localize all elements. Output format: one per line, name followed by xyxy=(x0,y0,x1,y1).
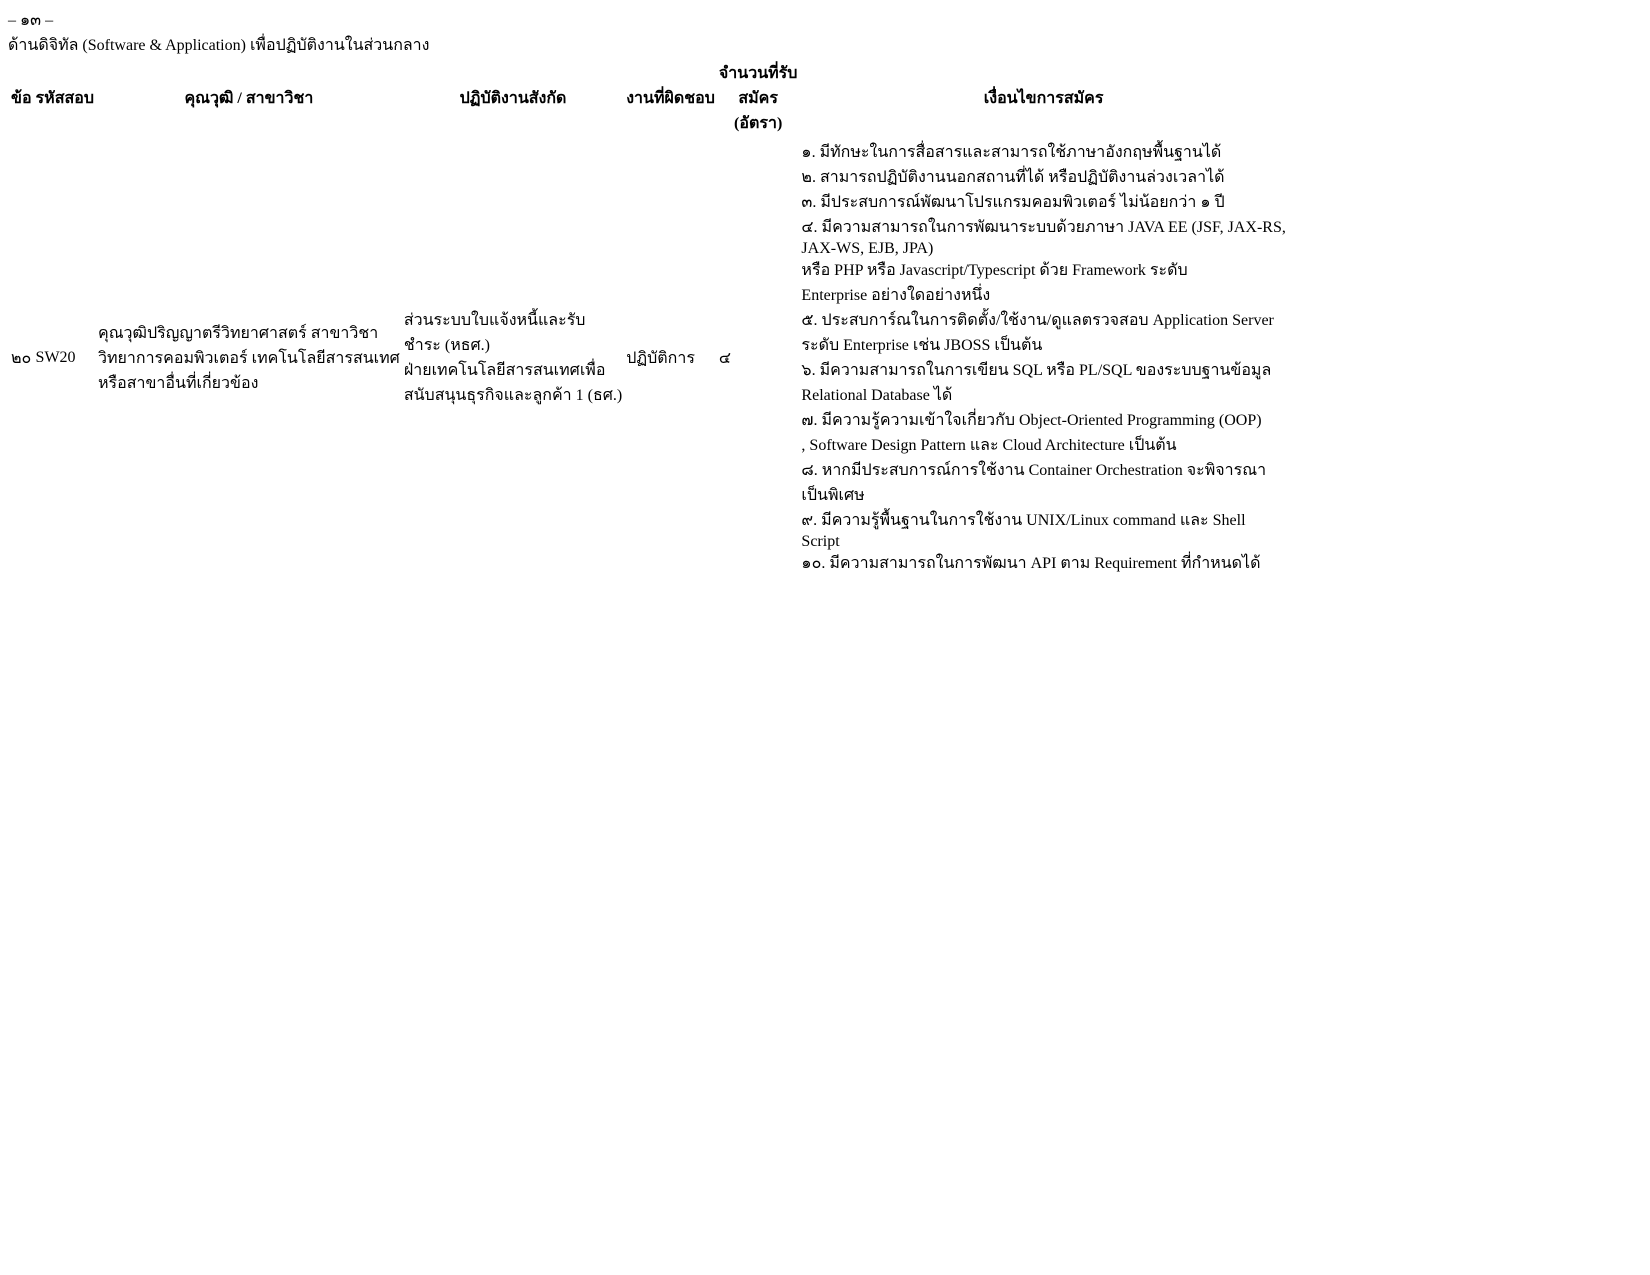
condition-line: , Software Design Pattern และ Cloud Architecture เป็นต้น xyxy=(801,437,1177,454)
header-exam-code: รหัสสอบ xyxy=(35,90,94,107)
cell-exam-code: SW20 xyxy=(35,349,76,366)
condition-line: ๒. สามารถปฏิบัติงานนอกสถานที่ได้ หรือปฏิบัติงานล่วงเวลาได้ xyxy=(801,169,1225,186)
condition-line: หรือ PHP หรือ Javascript/Typescript ด้วย Framework ระดับ xyxy=(801,262,1188,279)
table-row xyxy=(10,139,1287,577)
cell-conditions xyxy=(800,139,1286,577)
condition-line: ๙. มีความรู้พื้นฐานในการใช้งาน UNIX/Linux command และ Shell xyxy=(801,512,1246,529)
section-title: ด้านดิจิทัล (Software & Application) เพื่อปฏิบัติงานในส่วนกลาง xyxy=(8,37,430,54)
condition-line: ๔. มีความสามารถในการพัฒนาระบบด้วยภาษา JAVA EE (JSF, JAX-RS, xyxy=(801,219,1286,236)
condition-line: Enterprise อย่างใดอย่างหนึ่ง xyxy=(801,287,991,304)
cell-no: ๒๐ xyxy=(11,349,32,367)
cell-qualification xyxy=(97,139,401,577)
condition-line: ๗. มีความรู้ความเข้าใจเกี่ยวกับ Object-Oriented Programming (OOP) xyxy=(801,412,1262,429)
cell-responsibility: ปฏิบัติการ xyxy=(626,349,695,367)
header-qualification: คุณวุฒิ / สาขาวิชา xyxy=(184,90,314,107)
condition-line: Script xyxy=(801,533,840,550)
header-positions-line: จำนวนที่รับ xyxy=(718,65,798,82)
unit-line: ชำระ (หธศ.) xyxy=(403,337,490,354)
header-no: ข้อ xyxy=(11,90,32,107)
header-conditions: เงื่อนไขการสมัคร xyxy=(983,90,1104,107)
condition-line: ๑. มีทักษะในการสื่อสารและสามารถใช้ภาษาอังกฤษพื้นฐานได้ xyxy=(801,144,1222,161)
qualification-line: วิทยาการคอมพิวเตอร์ เทคโนโลยีสารสนเทศ xyxy=(97,349,400,367)
document-page xyxy=(8,8,1642,579)
condition-line: ระดับ Enterprise เช่น JBOSS เป็นต้น xyxy=(801,337,1043,354)
unit-line: ฝ่ายเทคโนโลยีสารสนเทศเพื่อ xyxy=(403,362,606,379)
unit-line: ส่วนระบบใบแจ้งหนี้และรับ xyxy=(403,312,586,329)
condition-line: ๕. ประสบการ์ณในการติดตั้ง/ใช้งาน/ดูแลตรวจสอบ Application Server xyxy=(801,312,1274,329)
unit-line: สนับสนุนธุรกิจและลูกค้า 1 (ธศ.) xyxy=(403,387,623,404)
recruitment-table xyxy=(8,58,1289,579)
condition-line: ๘. หากมีประสบการณ์การใช้งาน Container Orchestration จะพิจารณา xyxy=(801,462,1267,479)
header-positions xyxy=(718,60,799,137)
header-responsibility: งานที่ผิดชอบ xyxy=(626,90,715,107)
condition-line: Relational Database ได้ xyxy=(801,387,953,404)
table-header-row xyxy=(10,60,1287,137)
condition-line: ๓. มีประสบการณ์พัฒนาโปรแกรมคอมพิวเตอร์ ไม่น้อยกว่า ๑ ปี xyxy=(801,194,1225,211)
qualification-line: หรือสาขาอื่นที่เกี่ยวข้อง xyxy=(97,374,259,392)
cell-unit xyxy=(403,139,623,577)
header-positions-line: สมัคร xyxy=(738,90,778,107)
condition-line: JAX-WS, EJB, JPA) xyxy=(801,240,934,257)
cell-positions: ๔ xyxy=(718,349,732,367)
header-positions-line: (อัตรา) xyxy=(734,115,783,132)
header-unit: ปฏิบัติงานสังกัด xyxy=(459,90,567,107)
qualification-line: คุณวุฒิปริญญาตรีวิทยาศาสตร์ สาขาวิชา xyxy=(97,324,379,342)
condition-line: เป็นพิเศษ xyxy=(801,487,865,504)
page-number: – ๑๓ – xyxy=(8,12,54,29)
condition-line: ๖. มีความสามารถในการเขียน SQL หรือ PL/SQL ของระบบฐานข้อมูล xyxy=(801,362,1272,379)
condition-line: ๑๐. มีความสามารถในการพัฒนา API ตาม Requirement ที่กำหนดได้ xyxy=(801,555,1261,572)
